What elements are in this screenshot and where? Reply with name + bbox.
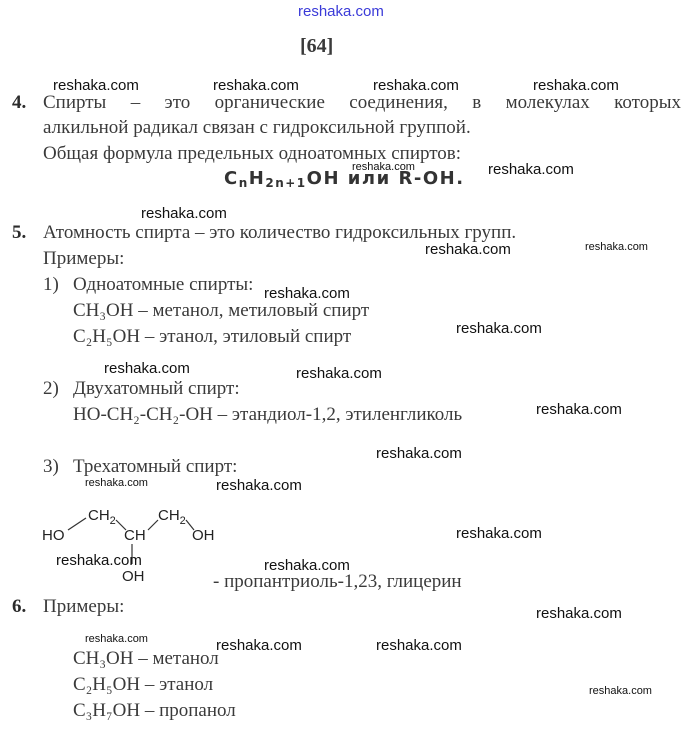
watermark: reshaka.com [589, 685, 652, 697]
sub-3-caption: - пропантриоль-1,23, глицерин [213, 571, 462, 592]
site-header-mark: reshaka.com [298, 3, 384, 20]
item-4-line-3: Общая формула предельных одноатомных спиртов: [43, 143, 462, 164]
formula-c: C [224, 168, 239, 189]
watermark: reshaka.com [376, 637, 462, 654]
formula-h-sub: 2n+1 [265, 176, 307, 190]
item-5-examples-label: Примеры: [43, 248, 125, 269]
sub-1-title: Одноатомные спирты: [73, 274, 254, 295]
item-6-line-2: C₂H₅OH – этанол [73, 674, 214, 695]
watermark: reshaka.com [296, 365, 382, 382]
watermark: reshaka.com [425, 241, 511, 258]
watermark: reshaka.com [352, 161, 415, 173]
watermark: reshaka.com [373, 77, 459, 94]
watermark: reshaka.com [456, 320, 542, 337]
struct-ch2-left: $CH_2$ [88, 507, 116, 527]
watermark: reshaka.com [216, 637, 302, 654]
item-6-line-3: C₃H₇OH – пропанол [73, 700, 236, 721]
item-6-number: 6. [12, 596, 27, 617]
struct-ch2-right: $CH_2$ [158, 507, 186, 527]
watermark: reshaka.com [56, 552, 142, 569]
general-formula [224, 168, 465, 189]
watermark: reshaka.com [533, 77, 619, 94]
item-6-label: Примеры: [43, 596, 125, 617]
watermark: reshaka.com [85, 477, 148, 489]
struct-oh-bottom: OH [122, 568, 145, 585]
watermark: reshaka.com [213, 77, 299, 94]
sub-1-line-1: CH₃OH – метанол, метиловый спирт [73, 300, 370, 321]
watermark: reshaka.com [216, 477, 302, 494]
struct-ho-left: HO [42, 527, 65, 544]
watermark: reshaka.com [456, 525, 542, 542]
struct-oh-right: OH [192, 527, 215, 544]
item-4-number: 4. [12, 92, 27, 113]
sub-2-line-1: HO-CH₂-CH₂-OH – этандиол-1,2, этиленгликоль [73, 404, 463, 425]
sub-3-title: Трехатомный спирт: [73, 456, 238, 477]
glycerol-structure [30, 500, 230, 590]
sub-1-label: 1) [43, 274, 59, 295]
watermark: reshaka.com [264, 557, 350, 574]
watermark: reshaka.com [536, 605, 622, 622]
watermark: reshaka.com [85, 633, 148, 645]
item-4-line-1: Спирты – это органические соединения, в молекулах которых [43, 92, 681, 113]
watermark: reshaka.com [104, 360, 190, 377]
sub-2-label: 2) [43, 378, 59, 399]
struct-ch-mid: CH [124, 527, 146, 544]
watermark: reshaka.com [536, 401, 622, 418]
watermark: reshaka.com [585, 241, 648, 253]
sub-2-title: Двухатомный спирт: [73, 378, 240, 399]
item-6-line-1: CH₃OH – метанол [73, 648, 219, 669]
watermark: reshaka.com [376, 445, 462, 462]
item-5-line-1: Атомность спирта – это количество гидроксильных групп. [43, 222, 517, 243]
watermark: reshaka.com [141, 205, 227, 222]
item-5-number: 5. [12, 222, 27, 243]
watermark: reshaka.com [53, 77, 139, 94]
formula-oh: OH [306, 168, 341, 189]
formula-h: H [248, 168, 266, 189]
watermark: reshaka.com [488, 161, 574, 178]
sub-3-label: 3) [43, 456, 59, 477]
formula-or: или [347, 168, 391, 189]
formula-roh: R-OH. [398, 168, 465, 189]
page-number: [64] [300, 35, 334, 57]
formula-c-sub: n [238, 176, 249, 190]
watermark: reshaka.com [264, 285, 350, 302]
sub-1-line-2: C₂H₅OH – этанол, этиловый спирт [73, 326, 352, 347]
item-4-line-2: алкильной радикал связан с гидроксильной группой. [43, 117, 471, 138]
